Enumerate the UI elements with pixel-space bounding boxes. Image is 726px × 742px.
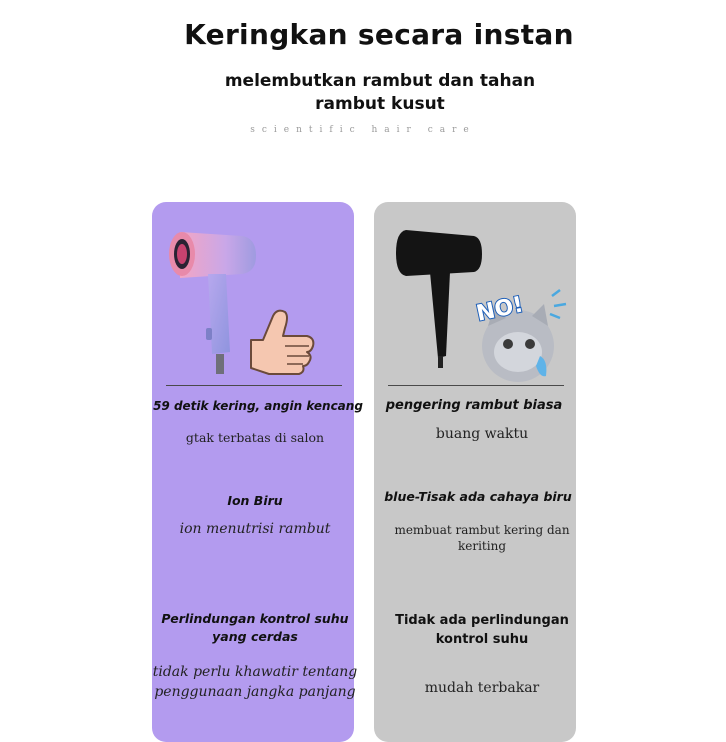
left-heading-1: 59 detik kering, angin kencang [153, 399, 363, 413]
tagline: scientific hair care [250, 125, 476, 135]
right-desc-2 [374, 522, 590, 554]
right-desc-1: buang waktu [435, 426, 529, 442]
right-desc-2-line-1: membuat rambut kering dan [394, 523, 570, 537]
thumbs-up-icon [243, 306, 319, 376]
left-desc-3 [152, 662, 358, 702]
right-heading-3-line-2: kontrol suhu [435, 632, 529, 647]
left-heading-2: Ion Biru [227, 493, 283, 508]
page-subtitle [190, 70, 570, 116]
page-title: Keringkan secara instan [184, 18, 574, 51]
left-heading-3: Perlindungan kontrol suhu yang cerdas [161, 611, 349, 644]
no-sticker-text: NO! [474, 292, 526, 327]
subtitle-line-1: melembutkan rambut dan tahan [224, 71, 536, 91]
left-desc-3-line-1: tidak perlu khawatir tentang [152, 664, 358, 680]
cat-no-sticker-icon [470, 286, 570, 386]
right-desc-2-line-2: keriting [457, 539, 507, 553]
left-divider [166, 385, 342, 386]
right-desc-3: mudah terbakar [424, 680, 540, 696]
left-desc-3-line-2: penggunaan jangka panjang [154, 684, 356, 700]
right-heading-3 [374, 611, 590, 649]
right-heading-3-line-1: Tidak ada perlindungan [395, 613, 569, 628]
left-desc-1: gtak terbatas di salon [185, 430, 325, 445]
right-divider [388, 385, 564, 386]
right-heading-2: blue-Tisak ada cahaya biru [384, 489, 572, 504]
left-desc-2: ion menutrisi rambut [179, 521, 331, 537]
right-heading-1: pengering rambut biasa [385, 398, 563, 413]
subtitle-line-2: rambut kusut [315, 94, 445, 114]
